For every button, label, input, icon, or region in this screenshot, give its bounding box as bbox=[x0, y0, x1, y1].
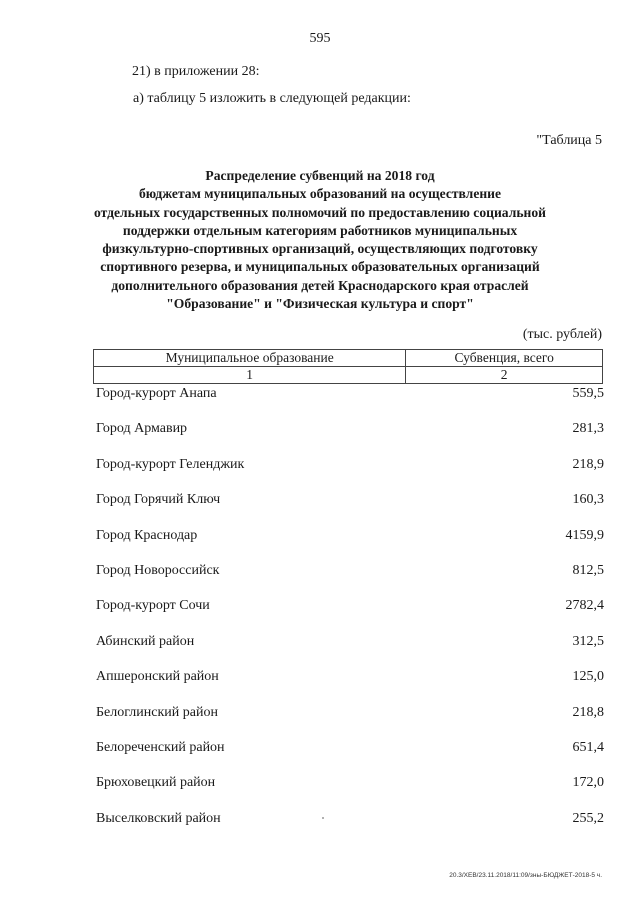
table-row bbox=[96, 456, 604, 491]
subvention-value: 125,0 bbox=[572, 669, 604, 685]
subvention-value: 160,3 bbox=[572, 492, 604, 508]
document-footer-code: 20.3/XEB/23.11.2018/11:09/зны-БЮДЖЕТ-2018-5 ч. bbox=[449, 872, 602, 879]
units-label: (тыс. рублей) bbox=[522, 327, 602, 342]
municipality-name: Город Армавир bbox=[96, 421, 188, 437]
municipality-name: Апшеронский район bbox=[96, 669, 219, 685]
municipality-name: Город Краснодар bbox=[96, 527, 198, 543]
intro-instruction-line: а) таблицу 5 изложить в следующей редакции: bbox=[133, 91, 411, 106]
municipality-name: Абинский район bbox=[96, 633, 195, 649]
table-header-row bbox=[94, 350, 603, 367]
table-header bbox=[93, 349, 603, 384]
table-row bbox=[96, 420, 604, 455]
table-body bbox=[96, 385, 604, 845]
subvention-value: 812,5 bbox=[572, 562, 604, 578]
subvention-value: 218,9 bbox=[572, 456, 604, 472]
heading-line: дополнительного образования детей Краснодарского края отраслей bbox=[111, 277, 529, 293]
table-row bbox=[96, 491, 604, 526]
table-row bbox=[96, 527, 604, 562]
intro-amendment-line: 21) в приложении 28: bbox=[132, 64, 260, 79]
column-number-1: 1 bbox=[94, 367, 406, 384]
municipality-name: Город Горячий Ключ bbox=[96, 492, 221, 508]
municipality-name: Город-курорт Сочи bbox=[96, 598, 210, 614]
heading-line: физкультурно-спортивных организаций, осуществляющих подготовку bbox=[102, 241, 538, 257]
scan-speck bbox=[322, 817, 324, 819]
municipality-name: Белореченский район bbox=[96, 739, 225, 755]
column-number-row bbox=[94, 367, 603, 384]
heading-line: спортивного резерва, и муниципальных образовательных организаций bbox=[100, 259, 540, 275]
table-row bbox=[96, 385, 604, 420]
column-number-2: 2 bbox=[406, 367, 603, 384]
header-subvention: Субвенция, всего bbox=[406, 350, 603, 367]
subvention-value: 255,2 bbox=[572, 810, 604, 826]
municipality-name: Город-курорт Анапа bbox=[96, 386, 217, 401]
table-row bbox=[96, 562, 604, 597]
municipality-name: Белоглинский район bbox=[96, 704, 218, 720]
subvention-value: 559,5 bbox=[572, 386, 604, 401]
subvention-value: 2782,4 bbox=[565, 598, 604, 614]
subvention-value: 218,8 bbox=[572, 704, 604, 720]
municipality-name: Выселковский район bbox=[96, 810, 221, 826]
table-reference: "Таблица 5 bbox=[536, 133, 602, 148]
table-row bbox=[96, 739, 604, 774]
table-row bbox=[96, 633, 604, 668]
table-row bbox=[96, 597, 604, 632]
table-heading bbox=[60, 167, 580, 313]
subvention-value: 4159,9 bbox=[565, 527, 604, 543]
municipality-name: Город Новороссийск bbox=[96, 562, 220, 578]
table-row bbox=[96, 774, 604, 809]
heading-line: отдельных государственных полномочий по предоставлению социальной bbox=[94, 204, 546, 220]
subvention-value: 281,3 bbox=[572, 421, 604, 437]
heading-line: Распределение субвенций на 2018 год bbox=[205, 168, 435, 183]
heading-line: бюджетам муниципальных образований на осуществление bbox=[138, 186, 502, 202]
table-row bbox=[96, 668, 604, 703]
subvention-value: 172,0 bbox=[572, 775, 604, 791]
table-row bbox=[96, 704, 604, 739]
table-row bbox=[96, 810, 604, 845]
municipality-name: Брюховецкий район bbox=[96, 775, 216, 791]
subvention-value: 651,4 bbox=[572, 739, 604, 755]
heading-line: "Образование" и "Физическая культура и спорт" bbox=[166, 296, 474, 312]
heading-line: поддержки отдельным категориям работников муниципальных bbox=[122, 222, 518, 238]
header-municipality: Муниципальное образование bbox=[94, 350, 406, 367]
subvention-value: 312,5 bbox=[572, 633, 604, 649]
municipality-name: Город-курорт Геленджик bbox=[96, 456, 245, 472]
page-number: 595 bbox=[309, 31, 331, 46]
